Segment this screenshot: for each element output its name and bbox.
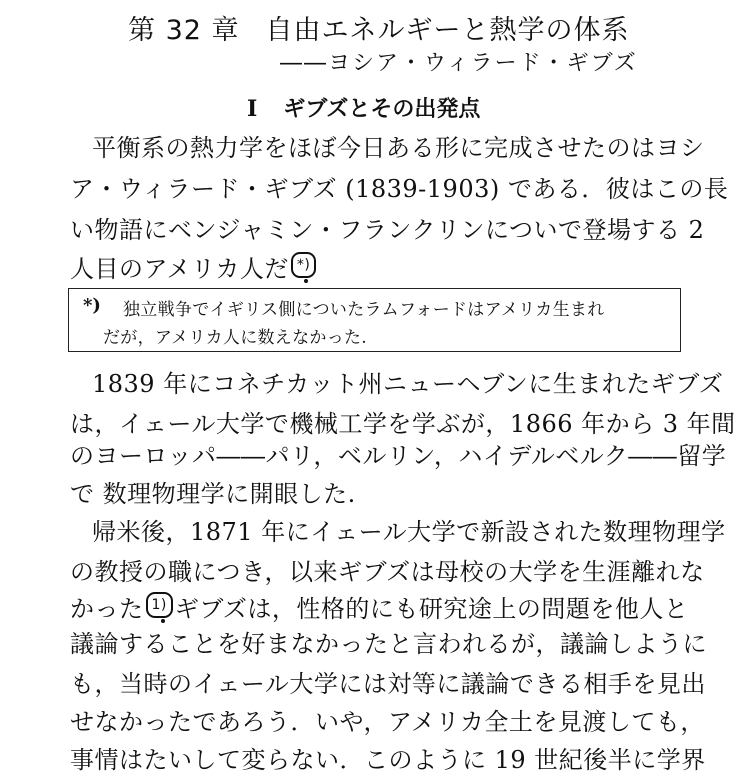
paragraph2-line: のヨーロッパ――パリ，ベルリン，ハイデルベルク――留学 bbox=[70, 442, 727, 470]
paragraph3-line: 事情はたいして変らない．このように 19 世紀後半に学界 bbox=[70, 746, 706, 774]
section-title: ギブズとその出発点 bbox=[283, 97, 481, 122]
paragraph1-line: ア・ウィラード・ギブズ (1839-1903) である．彼はこの長 bbox=[70, 175, 729, 203]
footnote-line1: 独立戦争でイギリス側についたラムフォードはアメリカ生まれ bbox=[123, 300, 605, 320]
footnote-marker-asterisk[interactable]: *) bbox=[291, 252, 316, 278]
paragraph1-line: 人目のアメリカ人だ bbox=[70, 255, 289, 283]
period-dot bbox=[161, 619, 165, 623]
paragraph2-line: 1839 年にコネチカット州ニューヘブンに生まれたギブズ bbox=[92, 370, 724, 398]
paragraph1-last-line bbox=[70, 252, 690, 285]
paragraph3-line-end: ギブズは，性格的にも研究途上の問題を他人と bbox=[174, 595, 689, 623]
footnote-marker-1[interactable]: 1) bbox=[146, 592, 173, 618]
paragraph2-line: は，イェール大学で機械工学を学ぶが，1866 年から 3 年間 bbox=[70, 410, 736, 438]
footnote-box bbox=[68, 288, 681, 352]
paragraph3-line: 議論することを好まなかったと言われるが，議論しように bbox=[70, 630, 707, 658]
paragraph3-line: も，当時のイェール大学には対等に議論できる相手を見出 bbox=[70, 670, 706, 698]
chapter-title-text: 自由エネルギーと熱学の体系 bbox=[265, 15, 630, 46]
footnote-line2: だが，アメリカ人に数えなかった. bbox=[103, 328, 368, 348]
paragraph1-line: 平衡系の熱力学をほぼ今日ある形に完成させたのはヨシ bbox=[92, 134, 705, 162]
section-roman-numeral: I bbox=[247, 96, 258, 122]
chapter-number: 第 32 章 bbox=[128, 15, 240, 46]
paragraph3-line-with-marker bbox=[70, 592, 690, 625]
footnote-mark: *) bbox=[83, 295, 101, 316]
paragraph3-line: せなかったであろう．いや，アメリカ全土を見渡しても， bbox=[70, 708, 705, 736]
chapter-subtitle: ――ヨシア・ウィラード・ギブズ bbox=[280, 51, 638, 76]
paragraph3-line: 帰米後，1871 年にイェール大学で新設された数理物理学 bbox=[92, 518, 726, 546]
paragraph3-line: の教授の職につき，以来ギブズは母校の大学を生涯離れな bbox=[70, 558, 705, 586]
paragraph2-line: で 数理物理学に開眼した. bbox=[70, 480, 356, 508]
paragraph1-line: い物語にベンジャミン・フランクリンについで登場する 2 bbox=[70, 216, 705, 244]
section-heading bbox=[247, 92, 480, 123]
period-dot bbox=[304, 279, 308, 283]
chapter-title bbox=[128, 8, 630, 47]
paragraph3-line-start: かった bbox=[70, 595, 144, 623]
